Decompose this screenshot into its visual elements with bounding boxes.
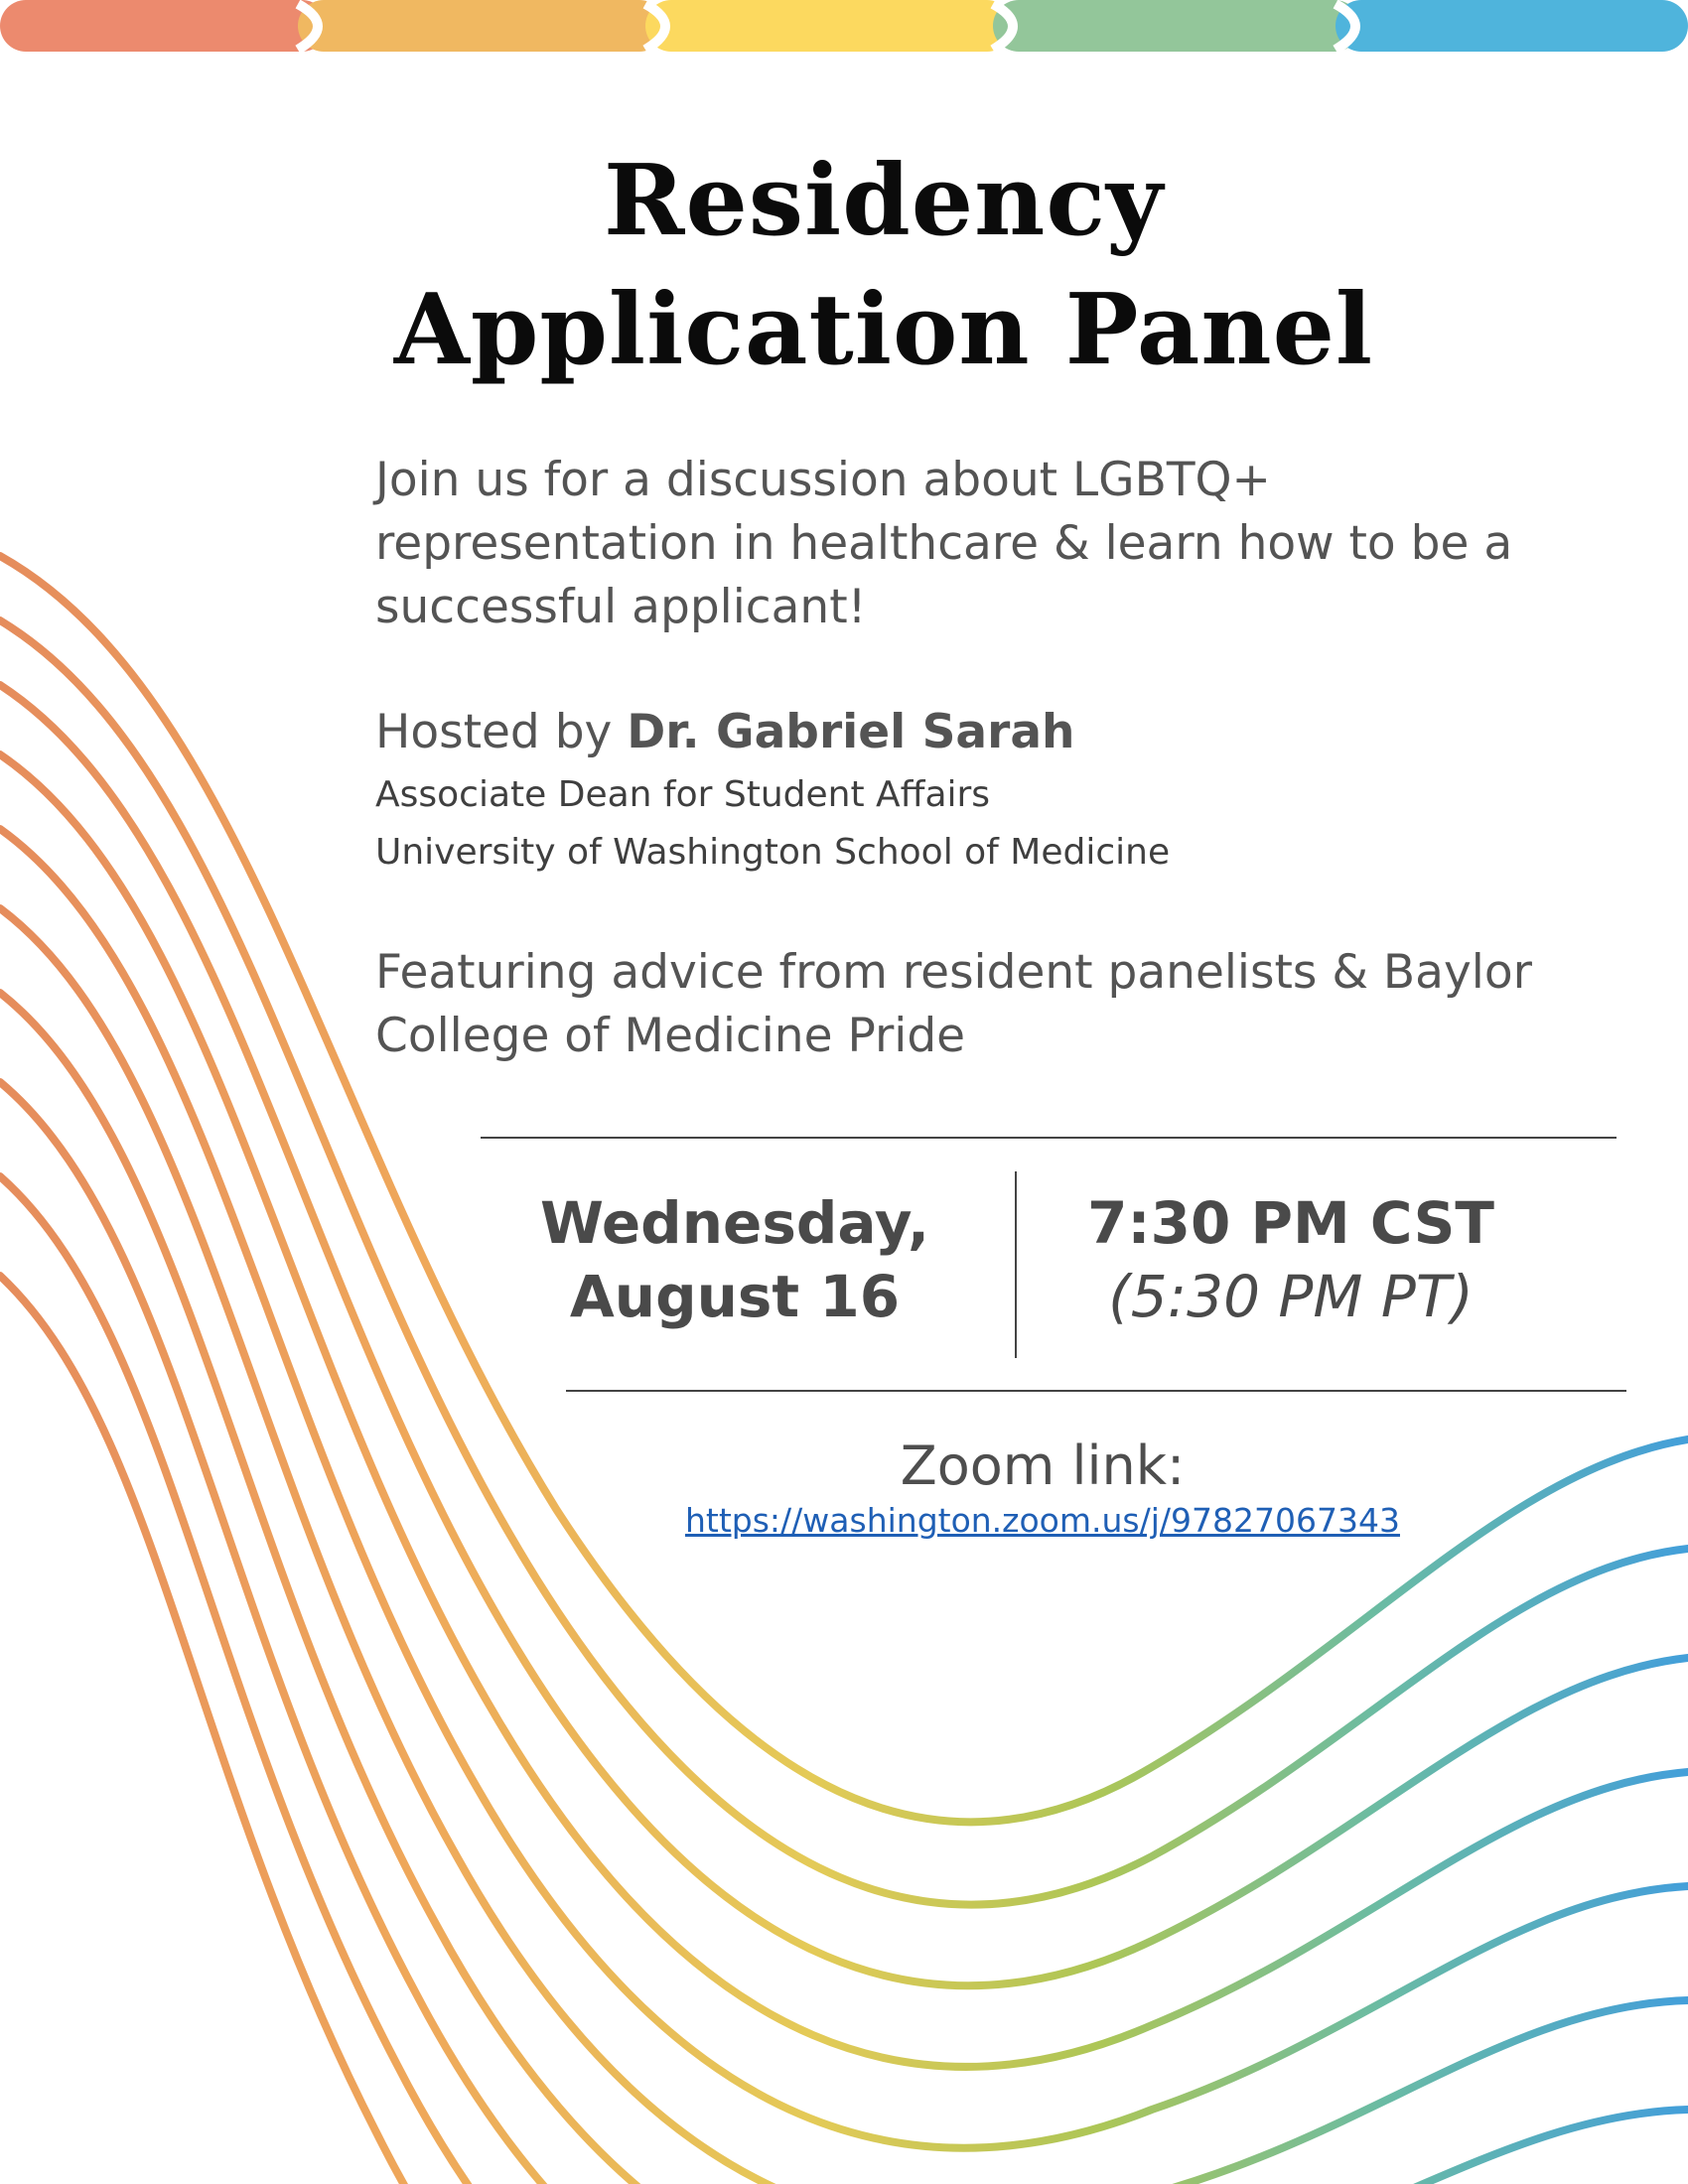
- top-bar-segment-red: [0, 0, 328, 52]
- hosted-by-line: [375, 700, 1567, 765]
- divider-vertical: [1015, 1171, 1017, 1358]
- host-organization: University of Washington School of Medicine: [375, 832, 1171, 873]
- event-date-day: August 16: [569, 1263, 901, 1330]
- top-bar-segment-yellow: [645, 0, 1013, 52]
- divider-bottom: [566, 1390, 1626, 1392]
- featuring-text: Featuring advice from resident panelists & Baylor College of Medicine Pride: [375, 945, 1532, 1063]
- event-time-cst: 7:30 PM CST: [1087, 1189, 1494, 1257]
- title-line-1: Residency: [604, 144, 1164, 258]
- host-role: Associate Dean for Student Affairs: [375, 774, 991, 815]
- host-name: Dr. Gabriel Sarah: [627, 705, 1075, 759]
- event-date-weekday: Wednesday,: [539, 1189, 930, 1257]
- event-time: [1053, 1186, 1529, 1333]
- top-bar-segment-orange: [298, 0, 665, 52]
- title-line-2: Application Panel: [393, 273, 1374, 387]
- host-details: [375, 766, 1567, 882]
- event-time-pt: (5:30 PM PT): [1108, 1263, 1474, 1330]
- top-bar-segment-blue: [1336, 0, 1688, 52]
- top-bar-segment-green: [993, 0, 1360, 52]
- page-title: [0, 137, 1688, 395]
- zoom-label: Zoom link:: [900, 1434, 1186, 1497]
- divider-top: [481, 1137, 1617, 1139]
- hosted-prefix: Hosted by: [375, 705, 628, 759]
- intro-text: Join us for a discussion about LGBTQ+ representation in healthcare & learn how to be a successful applicant!: [375, 453, 1513, 634]
- event-date: [496, 1186, 973, 1333]
- zoom-link[interactable]: https://washington.zoom.us/j/97827067343: [685, 1501, 1400, 1540]
- rainbow-top-bar: [0, 0, 1688, 56]
